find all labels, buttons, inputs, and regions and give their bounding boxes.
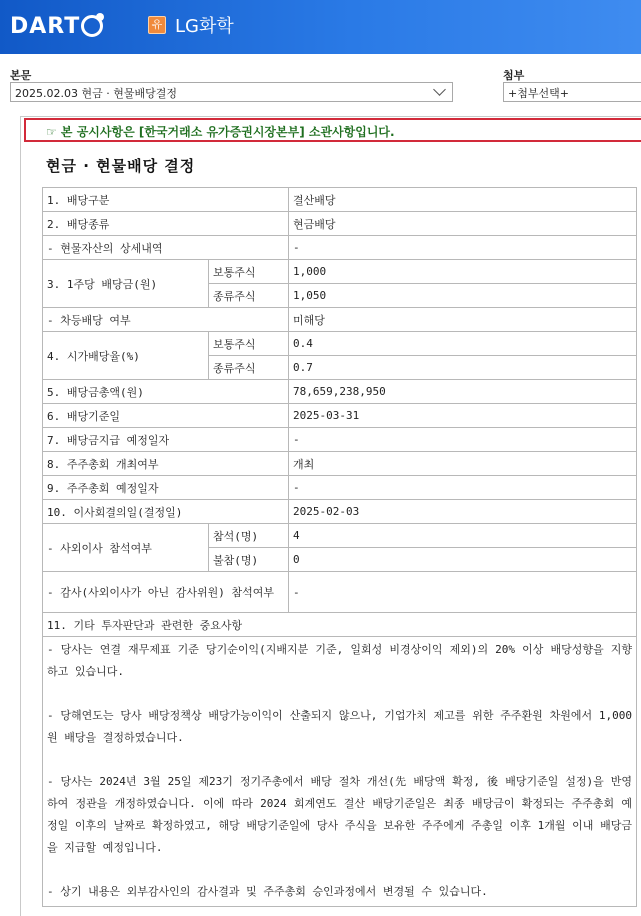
row-value: -	[289, 572, 637, 613]
row-sublabel: 불참(명)	[209, 548, 289, 572]
row-value: 1,000	[289, 260, 637, 284]
table-row	[43, 212, 637, 236]
table-row	[43, 637, 637, 907]
table-row	[43, 380, 637, 404]
body-select[interactable]	[10, 82, 453, 102]
table-row	[43, 613, 637, 637]
table-row	[43, 260, 637, 284]
row-label: 3. 1주당 배당금(원)	[43, 260, 209, 308]
row-value: 결산배당	[289, 188, 637, 212]
row-value: 2025-03-31	[289, 404, 637, 428]
row-label: 6. 배당기준일	[43, 404, 289, 428]
table-row	[43, 500, 637, 524]
dart-logo[interactable]	[10, 11, 103, 41]
row-label: - 현물자산의 상세내역	[43, 236, 289, 260]
company-title	[148, 12, 234, 38]
row-sublabel: 종류주식	[209, 356, 289, 380]
table-row	[43, 428, 637, 452]
row-value: 1,050	[289, 284, 637, 308]
top-header	[0, 0, 641, 54]
row-label: - 차등배당 여부	[43, 308, 289, 332]
dart-logo-mark-icon	[81, 15, 103, 37]
row-label: 5. 배당금총액(원)	[43, 380, 289, 404]
row-label: - 사외이사 참석여부	[43, 524, 209, 572]
market-badge-icon: 유	[148, 16, 166, 34]
attach-select-value: +첨부선택+	[508, 87, 569, 100]
row-value: -	[289, 476, 637, 500]
note-paragraph: - 상기 내용은 외부감사인의 감사결과 및 주주총회 승인과정에서 변경될 수 있습니다.	[47, 885, 488, 898]
table-row	[43, 524, 637, 548]
table-row	[43, 452, 637, 476]
row-value: 0.7	[289, 356, 637, 380]
dart-logo-text: DART	[10, 13, 81, 39]
row-value: 0	[289, 548, 637, 572]
row-label: 9. 주주총회 예정일자	[43, 476, 289, 500]
row-label: 10. 이사회결의일(결정일)	[43, 500, 289, 524]
row-sublabel: 보통주식	[209, 332, 289, 356]
note-paragraph: - 당사는 2024년 3월 25일 제23기 정기주총에서 배당 절차 개선(先 배당액 확정, 後 배당기준일 설정)을 반영하여 정관을 개정하였습니다. 이에 따라 2024 회계연도 결산 배당기준일은 최종 배당금이 확정되는 주주총회 예정일 이후의 날짜로 확정하였고, 해당 배당기준일에 당사 주식을 보유한 주주에게 주총일 이후 1개월 이내 배당금을 지급할 예정입니다.	[47, 775, 632, 854]
row-sublabel: 참석(명)	[209, 524, 289, 548]
row-value: 4	[289, 524, 637, 548]
row-label: - 감사(사외이사가 아닌 감사위원) 참석여부	[43, 572, 289, 613]
row-value: -	[289, 236, 637, 260]
document-title: 현금 · 현물배당 결정	[46, 157, 196, 175]
disclosure-table	[42, 187, 637, 907]
row-label: 7. 배당금지급 예정일자	[43, 428, 289, 452]
table-row	[43, 476, 637, 500]
note-paragraph: - 당사는 연결 재무제표 기준 당기순이익(지배지분 기준, 일회성 비경상이익 제외)의 20% 이상 배당성향을 지향하고 있습니다.	[47, 643, 632, 678]
important-notes	[43, 637, 637, 907]
row-sublabel: 종류주식	[209, 284, 289, 308]
table-row	[43, 332, 637, 356]
company-name: LG화학	[175, 16, 234, 37]
row-value: 2025-02-03	[289, 500, 637, 524]
chevron-down-icon	[433, 83, 446, 96]
attach-select[interactable]	[503, 82, 641, 102]
table-row	[43, 404, 637, 428]
table-row	[43, 236, 637, 260]
row-value: 0.4	[289, 332, 637, 356]
row-value: 78,659,238,950	[289, 380, 637, 404]
row-label: 1. 배당구분	[43, 188, 289, 212]
attach-select-label: 첨부	[503, 69, 525, 82]
row-label: 4. 시가배당율(%)	[43, 332, 209, 380]
table-row	[43, 188, 637, 212]
row-label: 8. 주주총회 개최여부	[43, 452, 289, 476]
row-label: 2. 배당종류	[43, 212, 289, 236]
row-value: 현금배당	[289, 212, 637, 236]
row-value: 미해당	[289, 308, 637, 332]
body-select-value: 2025.02.03 현금 · 현물배당결정	[15, 87, 177, 100]
row-label: 11. 기타 투자판단과 관련한 중요사항	[43, 613, 637, 637]
body-select-label: 본문	[10, 69, 32, 82]
table-row	[43, 308, 637, 332]
row-value: 개최	[289, 452, 637, 476]
note-paragraph: - 당해연도는 당사 배당정책상 배당가능이익이 산출되지 않으나, 기업가치 제고를 위한 주주환원 차원에서 1,000원 배당을 결정하였습니다.	[47, 709, 632, 744]
jurisdiction-notice: ☞ 본 공시사항은 [한국거래소 유가증권시장본부] 소관사항입니다.	[24, 118, 641, 142]
table-row	[43, 572, 637, 613]
row-value: -	[289, 428, 637, 452]
row-sublabel: 보통주식	[209, 260, 289, 284]
